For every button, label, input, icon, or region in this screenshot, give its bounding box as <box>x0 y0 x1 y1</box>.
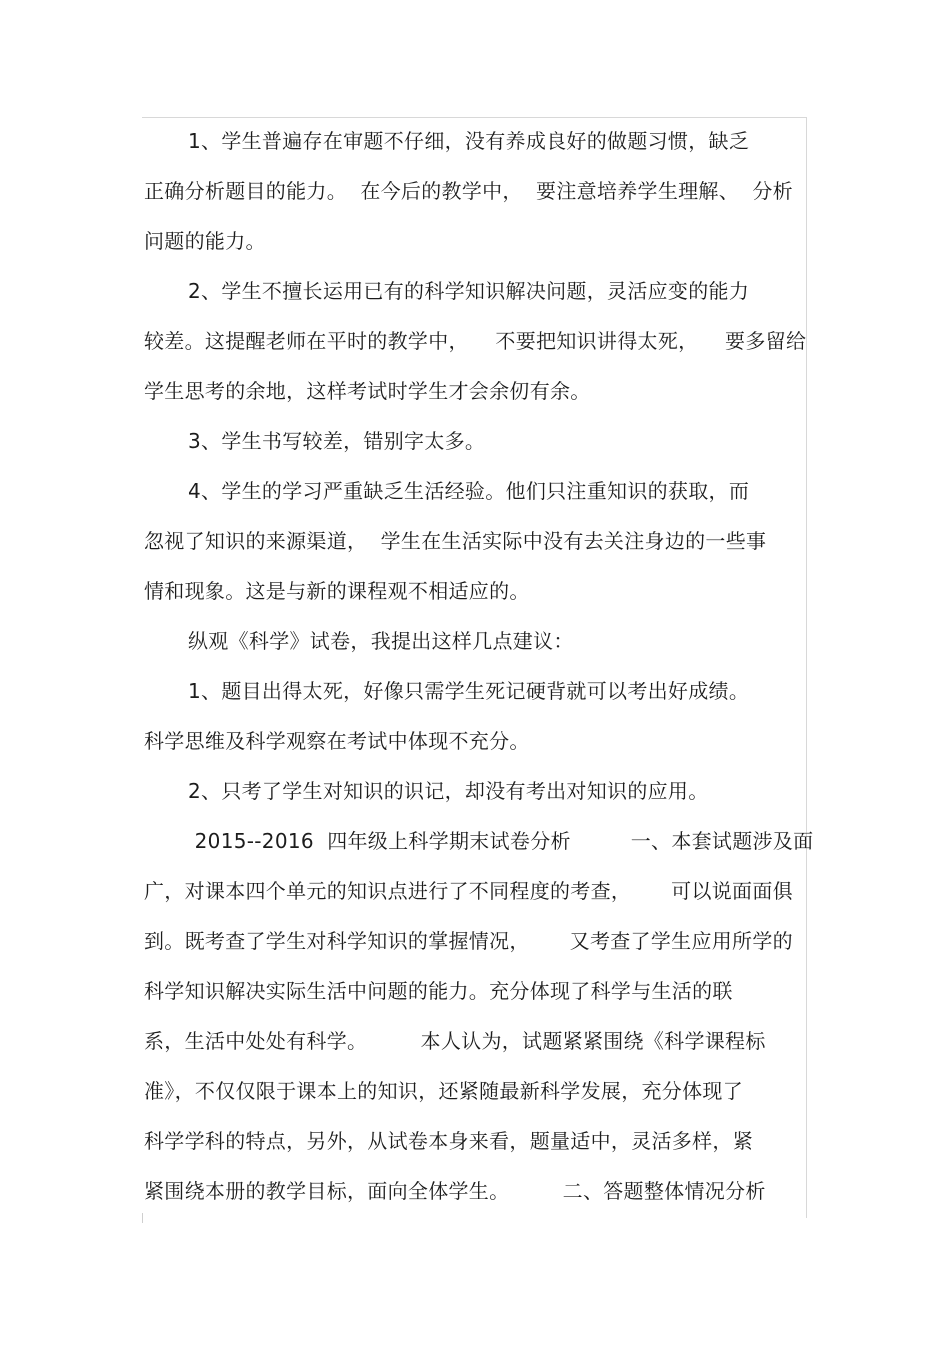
text-line: 学生思考的余地，这样考试时学生才会余仞有余。 <box>144 379 591 403</box>
page-border-left <box>142 1213 143 1223</box>
text-line: 准》，不仅仅限于课本上的知识，还紧随最新科学发展，充分体现了 <box>144 1079 743 1103</box>
text-line: 1、学生普遍存在审题不仔细，没有养成良好的做题习惯，缺乏 <box>188 129 750 153</box>
text-line: 较差。这提醒老师在平时的教学中， 不要把知识讲得太死， 要多留给 <box>144 329 807 353</box>
text-line: 紧围绕本册的教学目标，面向全体学生。 二、答题整体情况分析 <box>144 1179 766 1203</box>
text-line: 4、学生的学习严重缺乏生活经验。他们只注重知识的获取，而 <box>188 479 750 503</box>
text-line: 情和现象。这是与新的课程观不相适应的。 <box>144 579 530 603</box>
text-line: 忽视了知识的来源渠道， 学生在生活实际中没有去关注身边的一些事 <box>144 529 767 553</box>
text-line: 广，对课本四个单元的知识点进行了不同程度的考查， 可以说面面俱 <box>144 879 793 903</box>
text-line: 纵观《科学》试卷，我提出这样几点建议： <box>188 629 574 653</box>
text-line: 正确分析题目的能力。 在今后的教学中， 要注意培养学生理解、 分析 <box>144 179 793 203</box>
text-line: 3、学生书写较差，错别字太多。 <box>188 429 486 453</box>
text-line: 2015--2016 四年级上科学期末试卷分析 一、本套试题涉及面 <box>188 829 814 853</box>
text-line: 科学思维及科学观察在考试中体现不充分。 <box>144 729 530 753</box>
text-line: 2、只考了学生对知识的识记，却没有考出对知识的应用。 <box>188 779 709 803</box>
text-line: 科学学科的特点，另外，从试卷本身来看，题量适中，灵活多样，紧 <box>144 1129 753 1153</box>
text-line: 问题的能力。 <box>144 229 266 253</box>
text-line: 1、题目出得太死，好像只需学生死记硬背就可以考出好成绩。 <box>188 679 750 703</box>
text-line: 到。既考查了学生对科学知识的掌握情况， 又考查了学生应用所学的 <box>144 929 793 953</box>
text-line: 科学知识解决实际生活中问题的能力。充分体现了科学与生活的联 <box>144 979 733 1003</box>
text-line: 2、学生不擅长运用已有的科学知识解决问题，灵活应变的能力 <box>188 279 750 303</box>
text-line: 系，生活中处处有科学。 本人认为，试题紧紧围绕《科学课程标 <box>144 1029 766 1053</box>
